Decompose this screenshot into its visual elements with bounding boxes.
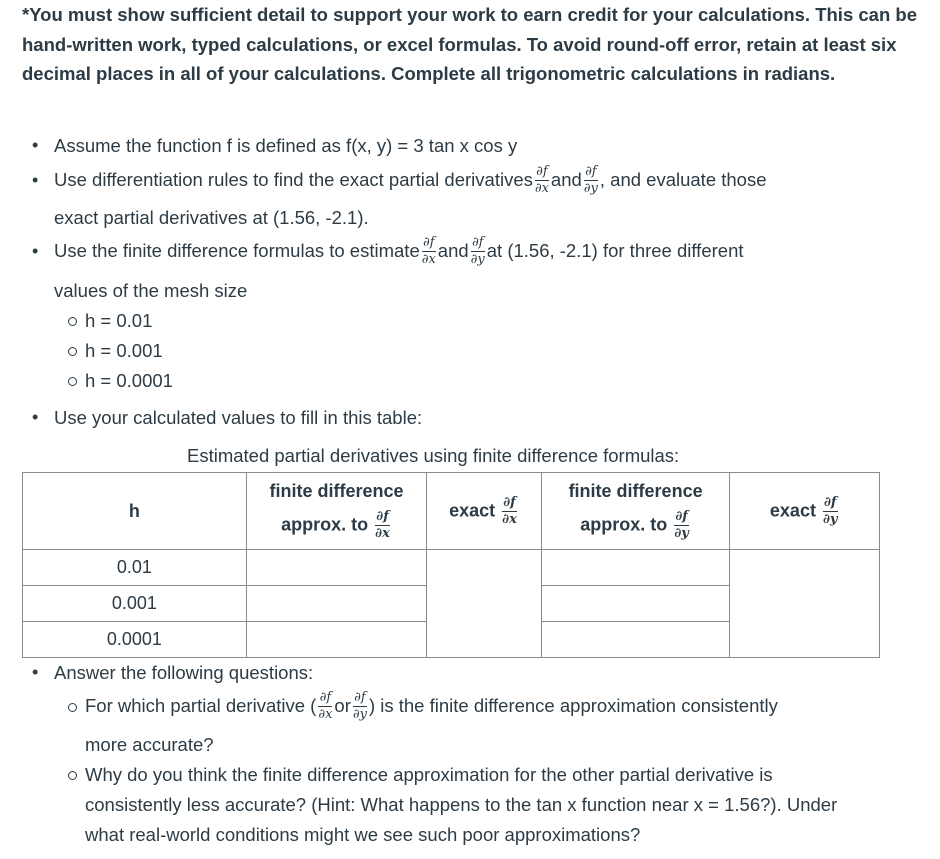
mesh-size-label: values of the mesh size: [54, 280, 248, 301]
cell-fd-x[interactable]: [246, 550, 426, 586]
bullet-dot: •: [32, 407, 39, 427]
exact-derivatives-point: exact partial derivatives at (1.56, -2.1).: [54, 207, 369, 228]
partial-f-partial-x: $\frac{\partial f}{\partial x}$: [502, 494, 517, 527]
partial-f-partial-y: $\frac{\partial f}{\partial y}$: [674, 509, 689, 541]
table-caption: Estimated partial derivatives using finite difference formulas:: [187, 445, 680, 466]
partial-f-partial-y: $\frac{\partial f}{\partial y}$: [470, 234, 485, 267]
header-exact-y: exact $\frac{\partial f}{\partial y}$: [730, 473, 880, 550]
bullet-dot: •: [32, 241, 39, 261]
bullet-dot: •: [32, 662, 39, 682]
cell-fd-x[interactable]: [246, 586, 426, 622]
cell-exact-y[interactable]: [730, 550, 880, 658]
partial-f-partial-x: $\frac{\partial f}{\partial x}$: [375, 509, 390, 541]
exact-derivatives-instruction: Use differentiation rules to find the exact partial derivatives $\frac{\partial f}{\partial x}$ and $\frac{\partial f}{\partial y}$ , and evaluate those: [54, 163, 767, 196]
partial-f-partial-y: $\frac{\partial f}{\partial y}$: [583, 163, 598, 196]
cell-exact-x[interactable]: [427, 550, 541, 658]
table-row: [23, 550, 880, 586]
header-fd-x: finite difference approx. to $\frac{\partial f}{\partial x}$: [246, 473, 426, 550]
mesh-size-h3: h = 0.0001: [85, 370, 173, 391]
partial-f-partial-x: $\frac{\partial f}{\partial x}$: [534, 163, 549, 196]
header-fd-y: finite difference approx. to $\frac{\partial f}{\partial y}$: [541, 473, 730, 550]
results-table: [22, 472, 880, 658]
finite-difference-instruction: Use the finite difference formulas to estimate $\frac{\partial f}{\partial x}$ and $\frac{\partial f}{\partial y}$ at (1.56, -2.1) for three different: [54, 234, 744, 267]
partial-f-partial-y: $\frac{\partial f}{\partial y}$: [822, 494, 838, 527]
sub-bullet-circle: [68, 317, 77, 326]
sub-bullet-circle: [68, 703, 77, 712]
bullet-dot: •: [32, 170, 39, 190]
bullet-dot: •: [32, 135, 39, 155]
table-header-row: [23, 473, 880, 550]
mesh-size-h1: h = 0.01: [85, 310, 153, 331]
cell-fd-x[interactable]: [246, 622, 426, 658]
header-h: h: [23, 473, 247, 550]
cell-h: 0.001: [23, 586, 247, 622]
question-2-line3: what real-world conditions might we see such poor approximations?: [85, 824, 641, 845]
function-definition: Assume the function f is defined as f(x, y) = 3 tan x cos y: [54, 135, 518, 156]
header-exact-x: exact $\frac{\partial f}{\partial x}$: [427, 473, 541, 550]
cell-h: 0.0001: [23, 622, 247, 658]
mesh-size-h2: h = 0.001: [85, 340, 163, 361]
cell-fd-y[interactable]: [541, 586, 730, 622]
partial-f-partial-y: $\frac{\partial f}{\partial y}$: [352, 689, 367, 722]
sub-bullet-circle: [68, 377, 77, 386]
question-2-line2: consistently less accurate? (Hint: What happens to the tan x function near x = 1.56?). Under: [85, 794, 838, 815]
instructions-intro: *You must show sufficient detail to support your work to earn credit for your calculations. This can be hand-written work, typed calculations, or excel formulas. To avoid round-off error, retain at least six decimal places in all of your calculations. Complete all trigonometric calculations in radians.: [22, 4, 917, 85]
question-2-line1: Why do you think the finite difference approximation for the other partial derivative is: [85, 764, 773, 785]
cell-fd-y[interactable]: [541, 622, 730, 658]
question-1: For which partial derivative ( $\frac{\partial f}{\partial x}$ or $\frac{\partial f}{\partial y}$ ) is the finite difference approximation consistently: [85, 689, 778, 722]
table-instruction: Use your calculated values to fill in this table:: [54, 407, 423, 428]
sub-bullet-circle: [68, 347, 77, 356]
question-1-cont: more accurate?: [85, 734, 214, 755]
questions-heading: Answer the following questions:: [54, 662, 314, 683]
sub-bullet-circle: [68, 771, 77, 780]
partial-f-partial-x: $\frac{\partial f}{\partial x}$: [421, 234, 436, 267]
cell-fd-y[interactable]: [541, 550, 730, 586]
partial-f-partial-x: $\frac{\partial f}{\partial x}$: [318, 689, 333, 722]
cell-h: 0.01: [23, 550, 247, 586]
